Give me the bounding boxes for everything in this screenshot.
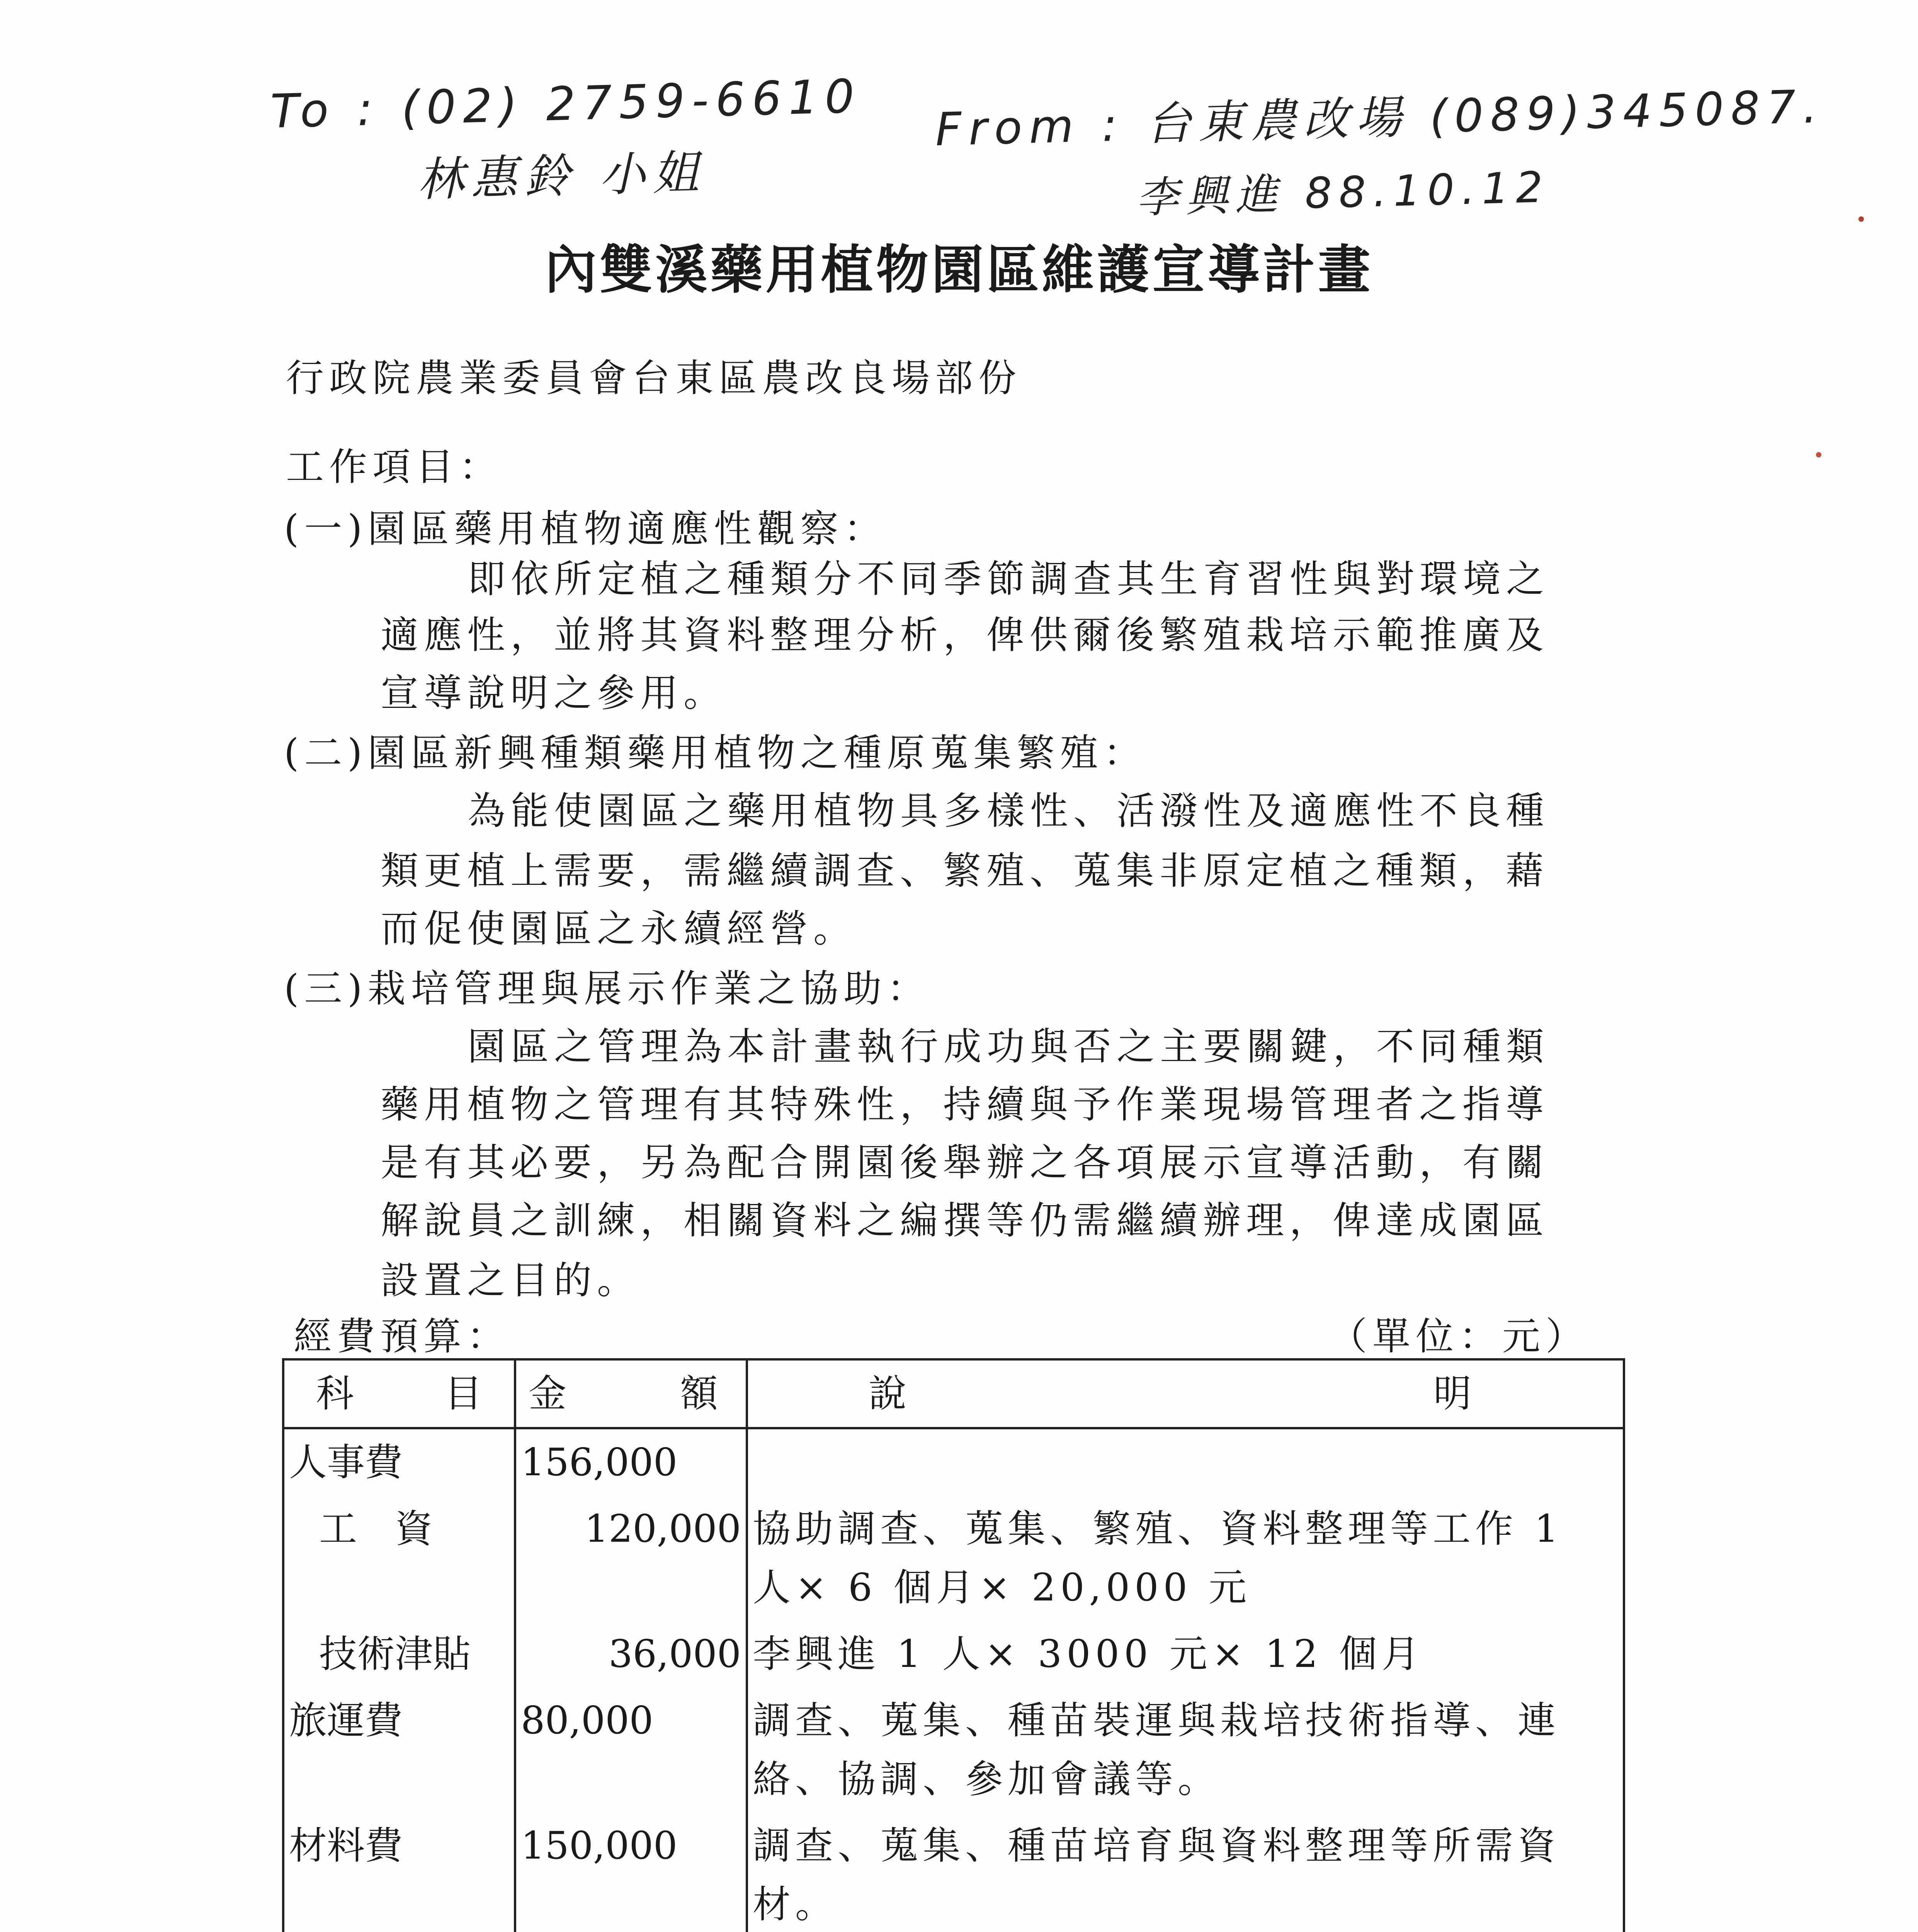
row-subject: 技術津貼 (283, 1621, 515, 1687)
row-amount: 36,000 (515, 1621, 747, 1687)
row-amount: 120,000 (515, 1496, 747, 1621)
row-description (747, 1428, 1624, 1496)
table-row (283, 1428, 1624, 1496)
header-subject-char-1: 科 (316, 1372, 354, 1416)
table-header-row (283, 1359, 1624, 1428)
scan-speck (1816, 452, 1821, 457)
row-subject: 旅運費 (283, 1687, 515, 1813)
item-3-line-3: 是有其必要，另為配合開園後舉辦之各項展示宣導活動，有關 (381, 1141, 1549, 1185)
row-amount: 156,000 (515, 1428, 747, 1496)
header-description (747, 1359, 1624, 1428)
work-items-heading: 工作項目： (286, 445, 503, 489)
item-3-line-1: 園區之管理為本計畫執行成功與否之主要關鍵，不同種類 (468, 1025, 1550, 1069)
handwritten-from-line: From : 台東農改場 (089)345087. (934, 79, 1825, 156)
handwritten-recipient-name: 林惠鈴 小姐 (417, 146, 707, 207)
scan-speck (1858, 216, 1864, 222)
row-description: 調查、蒐集、種苗培育與資料整理等所需資材。 (747, 1813, 1624, 1932)
header-desc-char-2: 明 (1433, 1372, 1471, 1416)
header-subject (283, 1359, 515, 1428)
item-3-line-5: 設置之目的。 (381, 1259, 641, 1303)
unit-label: （單位：元） (1329, 1315, 1589, 1359)
handwritten-signature-date: 李興進 88.10.12 (1135, 162, 1551, 223)
item-1-line-2: 適應性，並將其資料整理分析，俾供爾後繁殖栽培示範推廣及 (381, 613, 1549, 657)
header-amount-char-2: 額 (680, 1372, 718, 1416)
item-2-line-3: 而促使園區之永續經營。 (381, 907, 857, 951)
table-row (283, 1621, 1624, 1687)
header-amount (515, 1359, 747, 1428)
budget-label: 經費預算： (294, 1315, 510, 1359)
row-subject: 人事費 (283, 1428, 515, 1496)
table-row (283, 1496, 1624, 1621)
agency-name: 行政院農業委員會台東區農改良場部份 (286, 356, 1022, 400)
item-1-line-3: 宣導說明之參用。 (381, 671, 727, 715)
budget-table (282, 1358, 1625, 1932)
row-subject: 材料費 (283, 1813, 515, 1932)
item-1-line-1: 即依所定植之種類分不同季節調查其生育習性與對環境之 (468, 557, 1550, 601)
item-2-line-1: 為能使園區之藥用植物具多樣性、活潑性及適應性不良種 (468, 789, 1550, 833)
header-desc-char-1: 說 (869, 1372, 907, 1416)
item-3-line-2: 藥用植物之管理有其特殊性，持續與予作業現場管理者之指導 (381, 1083, 1549, 1127)
item-3-heading: (三)栽培管理與展示作業之協助： (284, 967, 930, 1011)
item-2-line-2: 類更植上需要，需繼續調查、繁殖、蒐集非原定植之種類，藉 (381, 849, 1549, 893)
row-subject: 工 資 (283, 1496, 515, 1621)
row-amount: 150,000 (515, 1813, 747, 1932)
item-2-heading: (二)園區新興種類藥用植物之種原蒐集繁殖： (284, 731, 1147, 775)
item-1-heading: (一)園區藥用植物適應性觀察： (284, 507, 887, 551)
table-row (283, 1813, 1624, 1932)
row-amount: 80,000 (515, 1687, 747, 1813)
row-description: 李興進 1 人× 3000 元× 12 個月 (747, 1621, 1624, 1687)
header-amount-char-1: 金 (529, 1372, 567, 1416)
document-title: 內雙溪藥用植物園區維護宣導計畫 (544, 239, 1374, 300)
row-description: 協助調查、蒐集、繁殖、資料整理等工作 1 人× 6 個月× 20,000 元 (747, 1496, 1624, 1621)
row-description: 調查、蒐集、種苗裝運與栽培技術指導、連絡、協調、參加會議等。 (747, 1687, 1624, 1813)
handwritten-to-line: To : (02) 2759-6610 (270, 70, 862, 139)
table-row (283, 1687, 1624, 1813)
header-subject-char-2: 目 (444, 1372, 482, 1416)
item-3-line-4: 解說員之訓練，相關資料之編撰等仍需繼續辦理，俾達成園區 (381, 1199, 1549, 1243)
